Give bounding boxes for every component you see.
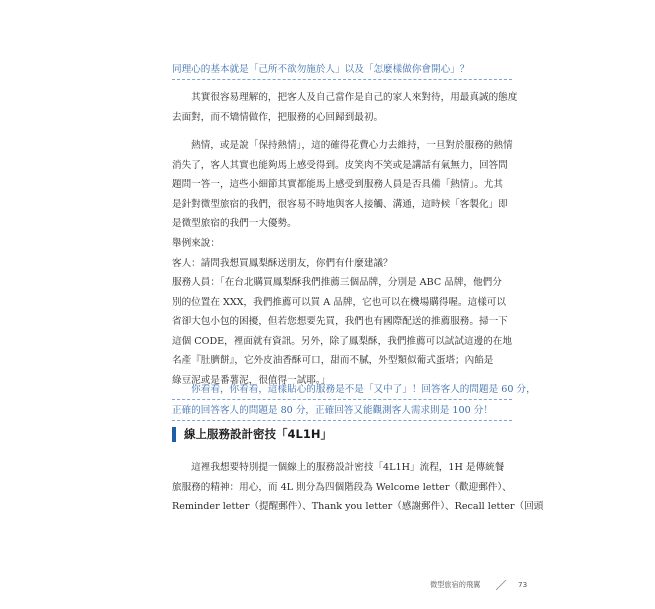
quote-line: 正確的回答客人的問題是 80 分，正確回答又能觀測客人需求則是 100 分！	[172, 403, 512, 421]
paragraph-line: 其實很容易理解的，把客人及自己當作是自己的家人來對待，用最真誠的態度	[172, 92, 518, 103]
running-chapter-title: 微型旅宿的飛翼	[430, 580, 481, 589]
paragraph-example-dialogue	[172, 234, 512, 390]
quote-line: 同理心的基本就是「己所不欲勿施於人」以及「怎麼樣做你會開心」？	[172, 62, 512, 80]
quote-line: 你看看，你看看，這樣貼心的服務是不是「又中了」！回答客人的問題是 60 分，	[172, 382, 512, 400]
highlight-quote-scoring	[172, 382, 536, 424]
slash-divider-icon	[494, 580, 508, 590]
paragraph-line: 題問一答一，這些小細節其實都能馬上感受到服務人員是否具備「熱情」。尤其	[172, 179, 503, 190]
paragraph-line: 服務人員：「在台北購買鳳梨酥我們推薦三個品牌，分別是 ABC 品牌，他們分	[172, 277, 502, 288]
section-heading	[172, 426, 512, 444]
paragraph-line: 省卻大包小包的困擾，但若您想要先買，我們也有國際配送的推薦服務。掃一下	[172, 316, 508, 327]
paragraph-line: 熱情，或是說「保持熱情」，這的確得花費心力去維持，一旦對於服務的熱情	[172, 140, 513, 151]
paragraph-line: 名產『肚臍餅』，它外皮油香酥可口，甜而不膩，外型類似葡式蛋塔；內餡是	[172, 355, 494, 366]
paragraph-line: 是針對微型旅宿的我們，很容易不時地與客人接觸、溝通，這時候「客製化」即	[172, 198, 508, 210]
paragraph-line: 這裡我想要特別提一個線上的服務設計密技「4L1H」流程，1H 是傳統餐	[172, 462, 505, 473]
paragraph-line: Reminder letter（提醒郵件）、Thank you letter（感謝郵件）、Recall letter（回頭	[172, 501, 544, 512]
page-number: 73	[518, 580, 528, 589]
paragraph-line: 舉例來說：	[172, 238, 220, 249]
paragraph-line: 旅服務的精神：用心，而 4L 則分為四個階段為 Welcome letter（歡迎郵件）、	[172, 481, 512, 493]
paragraph-4l1h	[172, 458, 544, 517]
paragraph-line: 客人：請問我想買鳳梨酥送朋友，你們有什麼建議？	[172, 257, 393, 269]
highlight-quote-empathy	[172, 62, 512, 83]
page-footer	[430, 580, 540, 592]
paragraph-line: 去面對，而不矯情做作，把服務的心回歸到最初。	[172, 111, 384, 123]
paragraph-enthusiasm	[172, 136, 512, 234]
paragraph-line: 消失了，客人其實也能夠馬上感受得到。皮笑肉不笑或是講話有氣無力，回答問	[172, 159, 508, 171]
paragraph-line: 別的位置在 XXX，我們推薦可以買 A 品牌，它也可以在機場購得喔。這樣可以	[172, 296, 506, 308]
paragraph-line: 是微型旅宿的我們一大優勢。	[172, 218, 297, 229]
heading-accent-bar	[172, 427, 176, 442]
paragraph-line: 這個 CODE，裡面就有資訊。另外，除了鳳梨酥，我們推薦可以試試這邊的在地	[172, 335, 512, 347]
section-heading-text: 線上服務設計密技「4L1H」	[184, 427, 332, 441]
paragraph-line: 綠豆泥或是番薯泥，很值得一試耶。」	[172, 374, 331, 386]
paragraph-sincerity	[172, 88, 518, 127]
